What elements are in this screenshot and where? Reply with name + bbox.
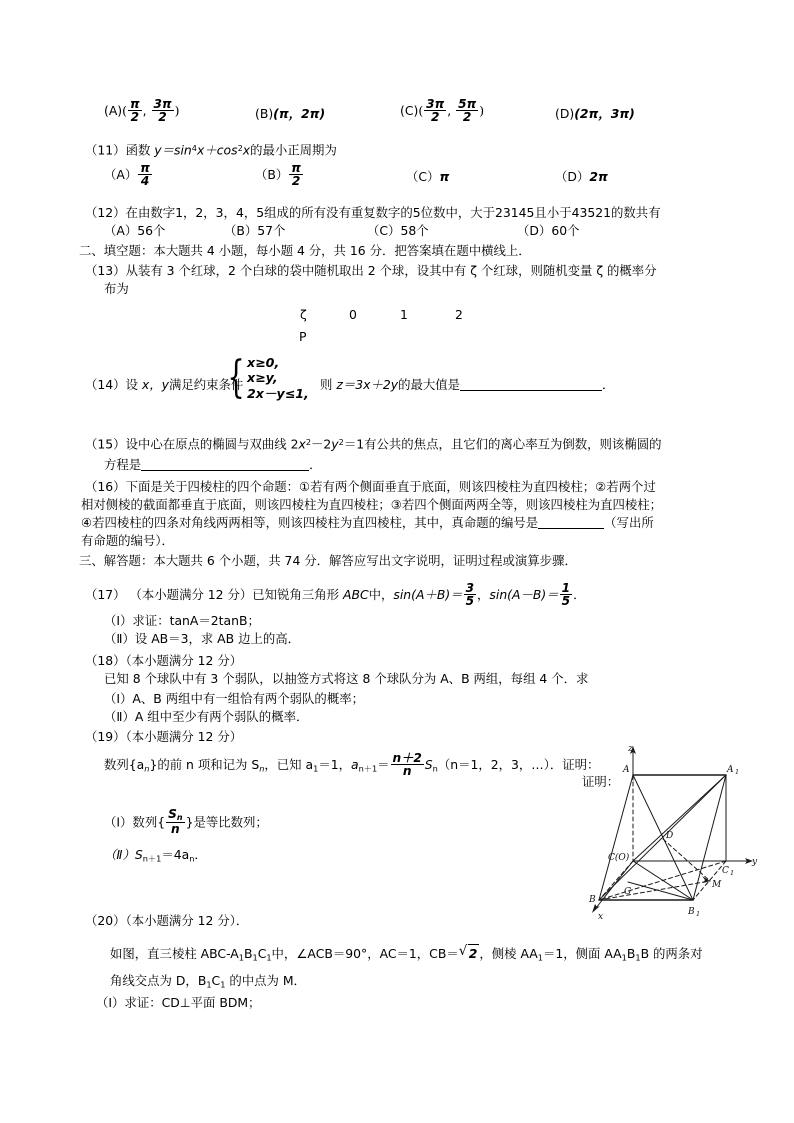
q19-l1g: S <box>424 757 433 773</box>
label-M: M <box>712 880 722 890</box>
q19-p1-num-s: S <box>168 807 177 821</box>
q10-a-frac1-den: 2 <box>130 110 140 125</box>
q11-formula-var: x <box>242 142 251 158</box>
q12-option-a-text: 56个 <box>137 223 166 238</box>
edge-A-B <box>599 775 633 900</box>
q14-objective-expr: z＝3x＋2y <box>336 377 399 392</box>
segment-C-A1 <box>633 775 726 861</box>
q11-sup-2: 2 <box>237 143 243 153</box>
q12-stem-text: 在由数字1，2，3，4，5组成的所有没有重复数字的5位数中，大于23145且小于43521的数共有 <box>125 205 661 220</box>
q19-p1-pre: （Ⅰ）数列{ <box>104 814 166 830</box>
q13-line-1 <box>85 262 657 279</box>
q20-l2-s2: 1 <box>220 979 226 990</box>
q11-option-c-label: （C） <box>406 169 440 184</box>
q13-table-row-p-label: P <box>299 329 307 344</box>
q14-answer-blank[interactable] <box>460 378 602 391</box>
q15-var-y: y <box>331 436 339 452</box>
q20-l1c: C <box>257 946 267 961</box>
q20-l1-s5: 1 <box>621 952 627 963</box>
q19-l1-sub1: n <box>144 763 150 774</box>
q16-line3-post: （写出所 <box>604 515 654 530</box>
q12-option-d-text: 60个 <box>551 223 580 238</box>
q19-p2a: （Ⅱ）S <box>104 847 143 862</box>
q10-option-a[interactable] <box>104 98 179 124</box>
q19-l1-sub5: n <box>432 763 438 774</box>
q12-option-d[interactable] <box>517 222 580 239</box>
q11-formula-a: y＝sin <box>154 142 192 158</box>
q12-stem <box>85 204 661 221</box>
q20-l2-s1: 1 <box>206 979 212 990</box>
q11-sup-1: 4 <box>191 143 197 153</box>
q20-l1b: B <box>243 946 253 961</box>
label-axis-y: y <box>752 857 758 867</box>
q16-line3-pre: ④若四棱柱的四条对角线两两相等，则该四棱柱为直四棱柱，其中，真命题的编号是 <box>81 515 539 530</box>
q10-paren-close: ) <box>174 103 180 119</box>
q17-number: （17） <box>85 587 126 603</box>
q17-f1-num: 3 <box>465 581 475 595</box>
q17-f1-den: 5 <box>465 594 475 609</box>
q11-option-d[interactable] <box>555 168 608 185</box>
q20-head-text: （本小题满分 12 分）． <box>125 913 249 928</box>
label-A: A <box>623 765 630 775</box>
q10-a-frac1-num: π <box>130 97 140 111</box>
q14-vars: x，y <box>141 377 169 392</box>
q17-triangle: ABC <box>342 587 369 603</box>
q12-option-a[interactable] <box>104 222 165 239</box>
q15-line1-mid: －2 <box>311 436 332 452</box>
q11-a-num: π <box>140 161 150 175</box>
q19-l1c: ，已知 a <box>264 757 314 773</box>
q11-c-text: π <box>439 169 450 184</box>
q16-number: （16） <box>85 479 126 494</box>
q20-head <box>85 912 248 929</box>
prism-figure <box>586 742 766 922</box>
q17-formula-sep: ， <box>477 587 490 603</box>
q18-head <box>85 652 242 669</box>
q14-tail: ． <box>602 377 615 392</box>
q12-option-b[interactable] <box>224 222 285 239</box>
q14-then: 则 <box>320 377 337 392</box>
q15-line-2 <box>104 456 322 473</box>
q19-p2b: ＝4a <box>161 847 190 862</box>
sqrt-icon <box>459 944 480 962</box>
q20-l1d: 中，∠ACB＝90°，AC＝1，CB＝ <box>271 946 459 961</box>
q17-stem <box>85 582 585 608</box>
q11-option-a-label: （A） <box>104 167 138 183</box>
q10-a-frac2-den: 2 <box>158 110 167 125</box>
label-C1-sub: 1 <box>730 869 735 877</box>
q14-number: （14） <box>85 377 126 392</box>
label-B: B <box>589 895 596 905</box>
q11-number: （11） <box>85 142 126 158</box>
q14-constraint-system <box>222 352 309 404</box>
q15-sup-1: 2 <box>305 437 312 447</box>
q20-number: （20） <box>85 913 126 928</box>
q15-line-1 <box>85 434 662 453</box>
q11-option-b-label: （B） <box>255 167 289 183</box>
q20-l1h: B 的两条对 <box>640 946 703 961</box>
q19-line-1 <box>104 752 599 778</box>
q20-line-1 <box>110 944 703 966</box>
q19-p2-sub1: n＋1 <box>142 853 162 864</box>
q13-line-2: 布为 <box>104 281 129 296</box>
q15-answer-blank[interactable] <box>141 458 309 471</box>
q20-l1-s2: 1 <box>252 952 258 963</box>
q17-f2-num: 1 <box>561 581 571 595</box>
q20-sqrt-radicand: 2 <box>468 946 478 961</box>
q19-l1-sub3: 1 <box>313 763 319 774</box>
q13-table-zeta-value-1: 1 <box>400 307 408 322</box>
q13-table-zeta-value-0: 0 <box>349 307 357 322</box>
q12-number: （12） <box>85 205 126 220</box>
label-G: G <box>624 887 632 897</box>
q15-var-x: x <box>298 436 306 452</box>
q19-l1h: （n＝1，2，3，…）．证明： <box>437 757 600 773</box>
q11-option-a[interactable] <box>104 162 153 188</box>
q19-p1-post: }是等比数列； <box>185 814 268 830</box>
label-C-O: C(O) <box>608 853 630 863</box>
q14-pre: 设 <box>125 377 142 392</box>
q15-sup-2: 2 <box>338 437 344 447</box>
q20-part-1: （Ⅰ）求证：CD⊥平面 BDM； <box>96 995 261 1010</box>
q19-p2c: ． <box>194 847 207 862</box>
q10-option-c[interactable] <box>400 98 484 124</box>
q11-b-num: π <box>291 161 301 175</box>
q10-c-frac1-den: 2 <box>430 110 440 125</box>
q10-option-d-text: (2π，3π) <box>574 106 635 121</box>
q16-answer-blank[interactable] <box>538 516 604 529</box>
q18-head-text: （本小题满分 12 分） <box>125 653 243 668</box>
q14-constraint-3: 2x－y≤1, <box>247 385 309 401</box>
q15-line2-pre: 方程是 <box>104 457 142 472</box>
q12-option-c[interactable] <box>367 222 429 239</box>
q19-p1-num-sub: n <box>176 813 183 823</box>
q18-part-2: （Ⅱ）A 组中至少有两个弱队的概率． <box>104 709 309 724</box>
q19-p1-den: n <box>171 822 180 837</box>
q10-c-comma: , <box>447 103 456 119</box>
label-A1: A <box>727 765 734 775</box>
q10-option-b-label: (B) <box>255 106 274 121</box>
q19-l1f: ＝ <box>377 757 390 773</box>
q10-a-frac2-num: 3π <box>153 97 172 111</box>
q12-option-d-label: （D） <box>517 223 552 238</box>
label-B1-sub: 1 <box>696 910 701 918</box>
q11-formula-b: x＋cos <box>196 142 238 158</box>
q19-l1-sub2: n <box>259 763 265 774</box>
q19-l1e: a <box>351 757 359 773</box>
q17-f2-den: 5 <box>561 594 571 609</box>
q16-line-1 <box>85 478 656 495</box>
label-B1: B <box>688 907 695 917</box>
q14-constraint-1: x≥0, <box>247 354 280 370</box>
prism-svg <box>586 742 766 922</box>
segment-G-B1 <box>628 882 693 900</box>
q13-line1-text: 从装有 3 个红球，2 个白球的袋中随机取出 2 个球，设其中有 ζ 个红球，则随机变量 ζ 的概率分 <box>125 263 657 278</box>
q11-stem-post: 的最小正周期为 <box>250 142 337 158</box>
q10-c-paren-open: ( <box>418 103 424 119</box>
q20-l1f: ＝1，侧面 AA <box>542 946 622 961</box>
q20-line-2 <box>110 972 306 993</box>
q11-option-d-label: （D） <box>555 169 590 184</box>
q11-b-den: 2 <box>291 174 301 189</box>
q10-paren-open: ( <box>122 103 127 119</box>
q17-part-1: （Ⅰ）求证：tanA＝2tanB； <box>104 613 260 628</box>
q17-head: （本小题满分 12 分）已知锐角三角形 <box>129 587 343 603</box>
q20-l1-s1: 1 <box>238 952 244 963</box>
q11-d-text: 2π <box>589 169 608 184</box>
q19-part-1 <box>104 808 268 836</box>
q16-line-3 <box>81 514 654 531</box>
q16-line1-text: 下面是关于四棱柱的四个命题：①若有两个侧面垂直于底面，则该四棱柱为直四棱柱；②若两个过 <box>125 479 656 494</box>
label-C1: C <box>722 866 729 876</box>
q20-l1a: 如图，直三棱柱 ABC-A <box>110 946 239 961</box>
q17-formula-end: ． <box>573 587 586 603</box>
q17-formula-1-left: sin(A＋B)＝ <box>393 587 463 603</box>
figure-labels <box>588 744 758 922</box>
q10-option-a-label: (A) <box>104 103 123 119</box>
q19-head-text: （本小题满分 12 分） <box>125 729 243 744</box>
q19-p2-sub2: n <box>189 853 195 864</box>
q20-l1-s4: 1 <box>537 952 543 963</box>
q20-l2c: 的中点为 M． <box>225 973 306 988</box>
q12-option-a-label: （A） <box>104 223 138 238</box>
q20-l2a: 角线交点为 D，B <box>110 973 207 988</box>
q14-lead <box>85 376 243 393</box>
q10-a-comma: , <box>142 103 151 119</box>
q10-option-b[interactable] <box>255 105 325 122</box>
q14-mid: 满足约束条件 <box>168 377 244 392</box>
q10-c-frac2-num: 5π <box>458 97 477 111</box>
q18-part-1: （Ⅰ）A、B 两组中有一组恰有两个弱队的概率； <box>104 691 364 706</box>
q19-number: （19） <box>85 729 126 744</box>
q12-option-b-label: （B） <box>224 223 258 238</box>
q19-l1-sub4: n＋1 <box>358 763 378 774</box>
q19-part-2 <box>104 846 207 867</box>
q20-l1g: B <box>626 946 636 961</box>
q13-number: （13） <box>85 263 126 278</box>
q19-frac-num: n＋2 <box>392 751 422 765</box>
q19-l1b: }的前 n 项和记为 S <box>149 757 260 773</box>
q10-option-d-label: (D) <box>555 106 575 121</box>
figure-proof-label: 证明： <box>582 774 620 789</box>
label-axis-x: x <box>598 912 604 922</box>
q13-table-row-zeta-label: ζ <box>300 307 307 322</box>
brace-icon: { <box>227 351 245 403</box>
q20-l1-s3: 1 <box>266 952 272 963</box>
q18-line-1: 已知 8 个球队中有 3 个弱队，以抽签方式将这 8 个球队分为 A、B 两组，每组 4 个．求 <box>104 671 589 686</box>
q11-a-den: 4 <box>140 174 150 189</box>
q19-p1-frac-num <box>166 808 184 823</box>
q12-option-c-text: 58个 <box>400 223 429 238</box>
q11-stem <box>85 140 337 159</box>
q10-option-c-label: (C) <box>400 103 419 119</box>
q14-objective <box>320 376 614 393</box>
label-D: D <box>666 831 674 841</box>
q10-c-paren-close: ) <box>479 103 485 119</box>
q18-number: （18） <box>85 653 126 668</box>
q20-l2b: C <box>211 973 221 988</box>
q11-option-b[interactable] <box>255 162 304 188</box>
q13-table-zeta-value-2: 2 <box>455 307 463 322</box>
label-A1-sub: 1 <box>735 768 740 776</box>
q10-option-b-text: (π，2π) <box>273 106 326 121</box>
q10-c-frac2-den: 2 <box>462 110 472 125</box>
q12-option-c-label: （C） <box>367 223 401 238</box>
q19-head <box>85 728 242 745</box>
q11-option-c[interactable] <box>406 168 449 185</box>
label-axis-z: z <box>628 744 633 754</box>
q17-part-2: （Ⅱ）设 AB＝3，求 AB 边上的高． <box>104 631 301 646</box>
q17-head2: 中， <box>368 587 394 603</box>
q20-l1-s6: 1 <box>635 952 641 963</box>
q10-option-d[interactable] <box>555 105 635 122</box>
q19-l1a: 数列{a <box>104 757 145 773</box>
section-2-heading: 二、填空题：本大题共 4 小题，每小题 4 分，共 16 分．把答案填在题中横线上． <box>79 243 531 258</box>
q11-stem-pre: 函数 <box>125 142 155 158</box>
q15-line2-tail: ． <box>309 457 322 472</box>
q17-formula-2-left: sin(A－B)＝ <box>489 587 559 603</box>
segment-D-M-hidden <box>663 839 710 881</box>
q12-option-b-text: 57个 <box>257 223 286 238</box>
q15-number: （15） <box>85 436 126 452</box>
q15-line1-pre: 设中心在原点的椭圆与双曲线 2 <box>125 436 299 452</box>
q19-l1d: ＝1， <box>318 757 351 773</box>
q20-l1e: ，侧棱 AA <box>479 946 538 961</box>
q16-line-4: 有命题的编号）． <box>81 533 174 548</box>
q10-c-frac1-num: 3π <box>426 97 445 111</box>
section-3-heading: 三、解答题：本大题共 6 个小题，共 74 分．解答应写出文字说明，证明过程或演算步骤． <box>79 553 577 568</box>
q16-line-2: 相对侧棱的截面都垂直于底面，则该四棱柱为直四棱柱；③若四个侧面两两全等，则该四棱柱为直四棱柱； <box>81 497 663 512</box>
q14-constraint-2: x≥y, <box>247 370 278 386</box>
q14-post: 的最大值是 <box>398 377 461 392</box>
q19-frac-den: n <box>402 764 412 779</box>
q15-line1-post: ＝1有公共的焦点，且它们的离心率互为倒数，则该椭圆的 <box>343 436 662 452</box>
